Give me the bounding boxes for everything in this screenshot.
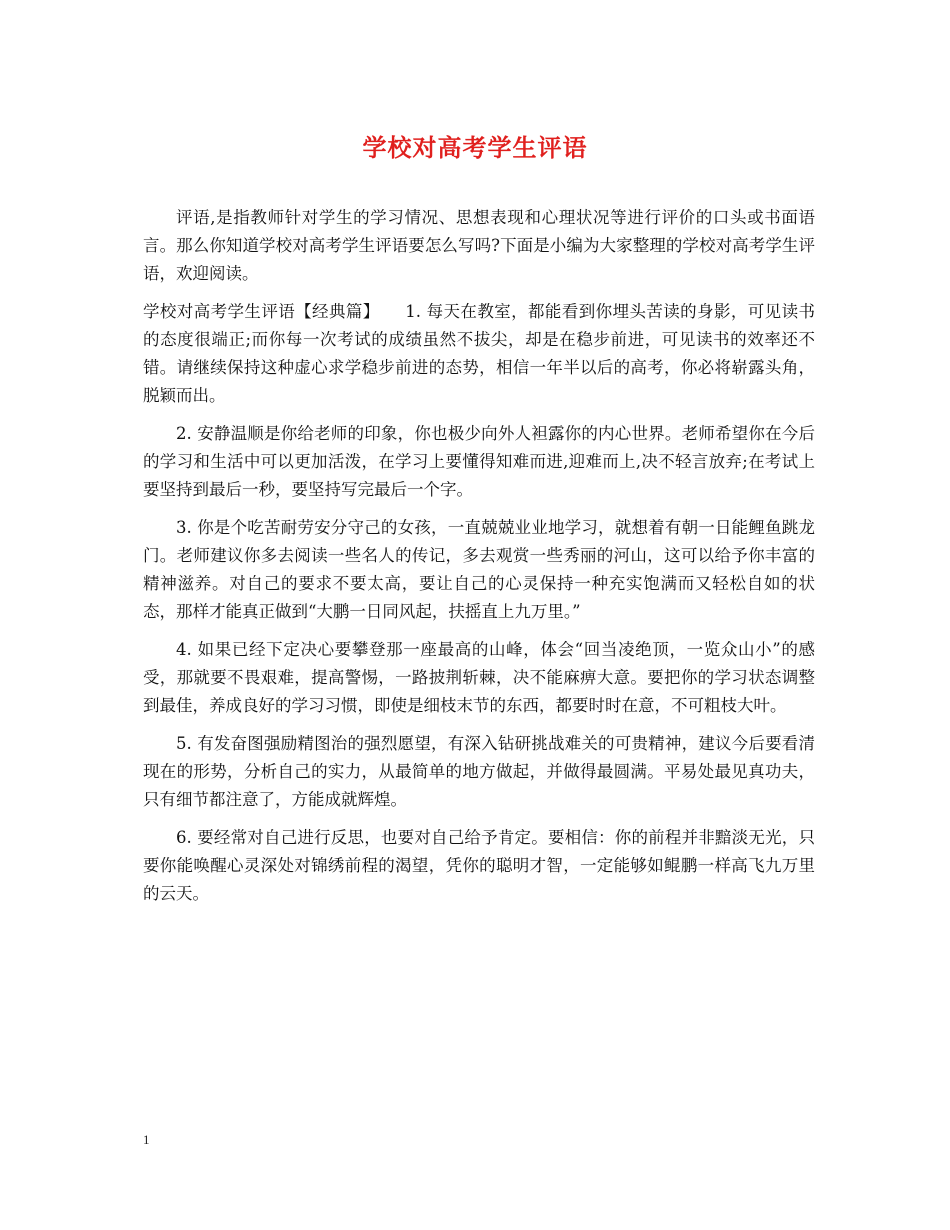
paragraph-4: 4. 如果已经下定决心要攀登那一座最高的山峰，体会“回当凌绝顶，一览众山小”的感受，那就要不畏艰难，提高警惕，一路披荆斩棘，决不能麻痹大意。要把你的学习状态调整到最佳，养成良好的学习习惯，即使是细枝末节的东西，都要时时在意，不可粗枝大叶。 xyxy=(143,640,815,715)
paragraph-3: 3. 你是个吃苦耐劳安分守己的女孩，一直兢兢业业地学习，就想着有朝一日能鲤鱼跳龙门。老师建议你多去阅读一些名人的传记，多去观赏一些秀丽的河山，这可以给予你丰富的精神滋养。对自己的要求不要太高，要让自己的心灵保持一种充实饱满而又轻松自如的状态，那样才能真正做到“大鹏一日同风起，扶摇直上九万里。” xyxy=(143,518,815,621)
paragraph-5: 5. 有发奋图强励精图治的强烈愿望，有深入钻研挑战难关的可贵精神，建议今后要看清现在的形势，分析自己的实力，从最简单的地方做起，并做得最圆满。平易处最见真功夫，只有细节都注意了，方能成就辉煌。 xyxy=(143,734,815,809)
document-title: 学校对高考学生评语 xyxy=(362,133,588,162)
paragraph-2: 2. 安静温顺是你给老师的印象，你也极少向外人袒露你的内心世界。老师希望你在今后的学习和生活中可以更加活泼，在学习上要懂得知难而进,迎难而上,决不轻言放弃;在考试上要坚持到最后一秒，要坚持写完最后一个字。 xyxy=(143,424,815,499)
document-body xyxy=(143,204,815,908)
paragraph-6: 6. 要经常对自己进行反思，也要对自己给予肯定。要相信：你的前程并非黯淡无光，只要你能唤醒心灵深处对锦绣前程的渴望，凭你的聪明才智，一定能够如鲲鹏一样高飞九万里的云天。 xyxy=(143,828,815,903)
paragraph-intro: 评语,是指教师针对学生的学习情况、思想表现和心理状况等进行评价的口头或书面语言。那么你知道学校对高考学生评语要怎么写吗?下面是小编为大家整理的学校对高考学生评语，欢迎阅读。 xyxy=(143,208,815,283)
paragraph-1: 学校对高考学生评语【经典篇】 1. 每天在教室，都能看到你埋头苦读的身影，可见读书的态度很端正;而你每一次考试的成绩虽然不拔尖，却是在稳步前进，可见读书的效率还不错。请继续保持这种虚心求学稳步前进的态势，相信一年半以后的高考，你必将崭露头角，脱颖而出。 xyxy=(143,302,815,405)
page-number: 1 xyxy=(143,1132,150,1147)
